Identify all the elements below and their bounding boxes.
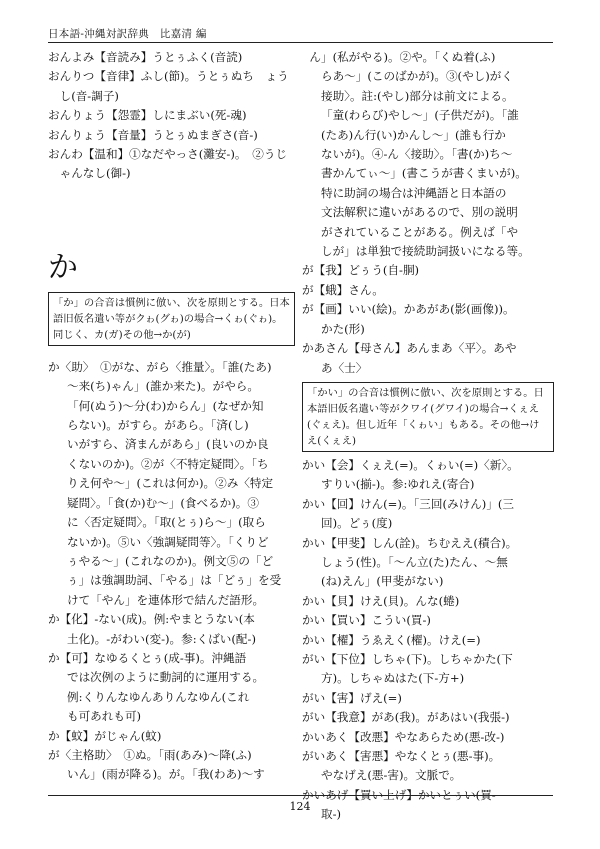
entry: おんりつ【音律】ふし(節)。うとぅぬち ょうし(音-調子) (48, 69, 289, 103)
entry: かい【買い】こうい(買-) (302, 613, 431, 628)
entry: おんわ【温和】①なだやっさ(灘安-)。 ②うじゃんなし(御-) (48, 147, 288, 181)
entry: かい【会】くぇえ(=)。くゎい(=)〈新〉。 すりい(揃-)。参:ゆれえ(寄合) (302, 457, 519, 492)
entry: かい【甲斐】しん(詮)。ちむええ(積合)。 しょう(性)。「～ん立(た)たん、～無 (ね)えん」(甲斐がない) (302, 535, 518, 589)
section-note-box: 「か」の合音は慣例に倣い、次を原則とする。日本語旧仮名遣い等がクゎ(グゎ)の場合→くゎ(ぐゎ)。同じく、カ(ガ)その他→か(が) (48, 292, 295, 346)
left-column (48, 48, 295, 785)
page-number: 124 (289, 800, 311, 813)
entry: おんりょう【怨霊】しにまぶい(死-魂) (48, 108, 247, 123)
entry: かい【回】けん(=)。「三回(みけん)」(三 回)。どぅ(度) (302, 496, 515, 531)
entry: おんりょう【音量】うとぅぬまぎさ(音-) (48, 127, 258, 142)
entry: か【化】-ない(成)。例:やまとうない(本 土化)。-がわい(変-)。参:くばい(配-) (48, 612, 256, 646)
entry: が【我】どぅう(自-胴) (302, 263, 420, 278)
entry: か【可】なゆるくとぅ(成-事)。沖縄語 では次例のように動詞的に運用する。 例:くりんなゆんありんなゆん(これ も可あれも可) (48, 650, 265, 724)
entry: かい【貝】けえ(貝)。んな(蜷) (302, 593, 460, 608)
entry: かいあく【改悪】やなあらため(悪-改-) (302, 729, 505, 744)
entry: がいあく【害悪】やなくとぅ(悪-事)。 やなげえ(悪-害)。文脈で。 (302, 749, 501, 783)
entry: か【蚊】がじゃん(蚊) (48, 728, 162, 743)
entry: かいあげ【買い上げ】かいとぅい(買- 取-) (302, 787, 496, 822)
footer-rule (48, 795, 553, 796)
entry: かあさん【母さん】あんまあ〈平〉。あや あ〈士〉 (302, 341, 517, 375)
entry: かい【櫂】うゑえく(櫂)。けえ(=) (302, 632, 481, 647)
entry: が〈主格助〉 ①ぬ。「雨(あみ)～降(ふ) いん」(雨が降る)。が。「我(わあ)～す (48, 747, 265, 782)
page-header: 日本語-沖縄対訳辞典 比嘉清 編 (48, 28, 207, 40)
section-heading: か (48, 249, 78, 285)
entry: がい【我意】があ(我)。があはい(我張-) (302, 710, 510, 725)
entry: か〈助〉 ①がな、がら〈推量〉。「誰(たあ) ～来(ち)ゃん」(誰か来た)。がやら。 「何(ぬう)～分(わ)からん」(なぜか知 らない)。がすら。があら。「済(し) いがすら、済まんがあら」(良いのか良 くないのか)。②が〈不特定疑問〉。「ち りえ何や～」(これは何か)。②み〈特定 疑問〉。「食(か)む～」(食べるか)。③ に〈否定疑問〉。「取(とぅ)ら～」(取ら ないか)。⑤い〈強調疑問等〉。「くりど ぅやる～」(これなのか)。例文⑤の「ど ぅ」は強調助詞、「やる」は「どぅ」を受 けて「やん」を連体形で結んだ語形。 (48, 359, 282, 607)
entry: が【蛾】さん。 (302, 282, 384, 297)
right-column (302, 48, 554, 825)
entry-continuation: ん」(私がやる)。②や。「くぬ着(ふ) らあ～」(このばかが)。③(やし)がく 接助〉。註:(やし)部分は前文による。 「童(わらび)やし～」(子供だが)。「誰 (たあ)ん行(い)かんし～」(誰も行か ないが)。④-ん〈接助〉。「書(か)ち～ 書かんてぃ～」(書こうが書くまいが)。 特に助詞の場合は沖縄語と日本語の 文法解釈に違いがあるので、別の説明 がされていることがある。例えば「や しが」は単独で接続助詞扱いになる等。 (309, 50, 530, 259)
section-note-box: 「かい」の合音は慣例に倣い、次を原則とする。日本語旧仮名遣い等がクワイ(グワイ)の場合→くぇえ(ぐぇえ)。但し近年「くゎい」もある。その他→けえ(くぇえ) (302, 382, 554, 452)
section-gap (48, 184, 295, 250)
entry: がい【害】げえ(=) (302, 690, 402, 705)
entry: おんよみ【音読み】うとぅふく(音読) (48, 50, 243, 64)
entry: がい【下位】しちゃ(下)。しちゃかた(下 方)。しちゃぬはた(下-方+) (302, 651, 513, 686)
entry: が【画】いい(絵)。かあがあ(影(画像))。 かた(形) (302, 302, 515, 336)
header-rule (48, 42, 553, 43)
